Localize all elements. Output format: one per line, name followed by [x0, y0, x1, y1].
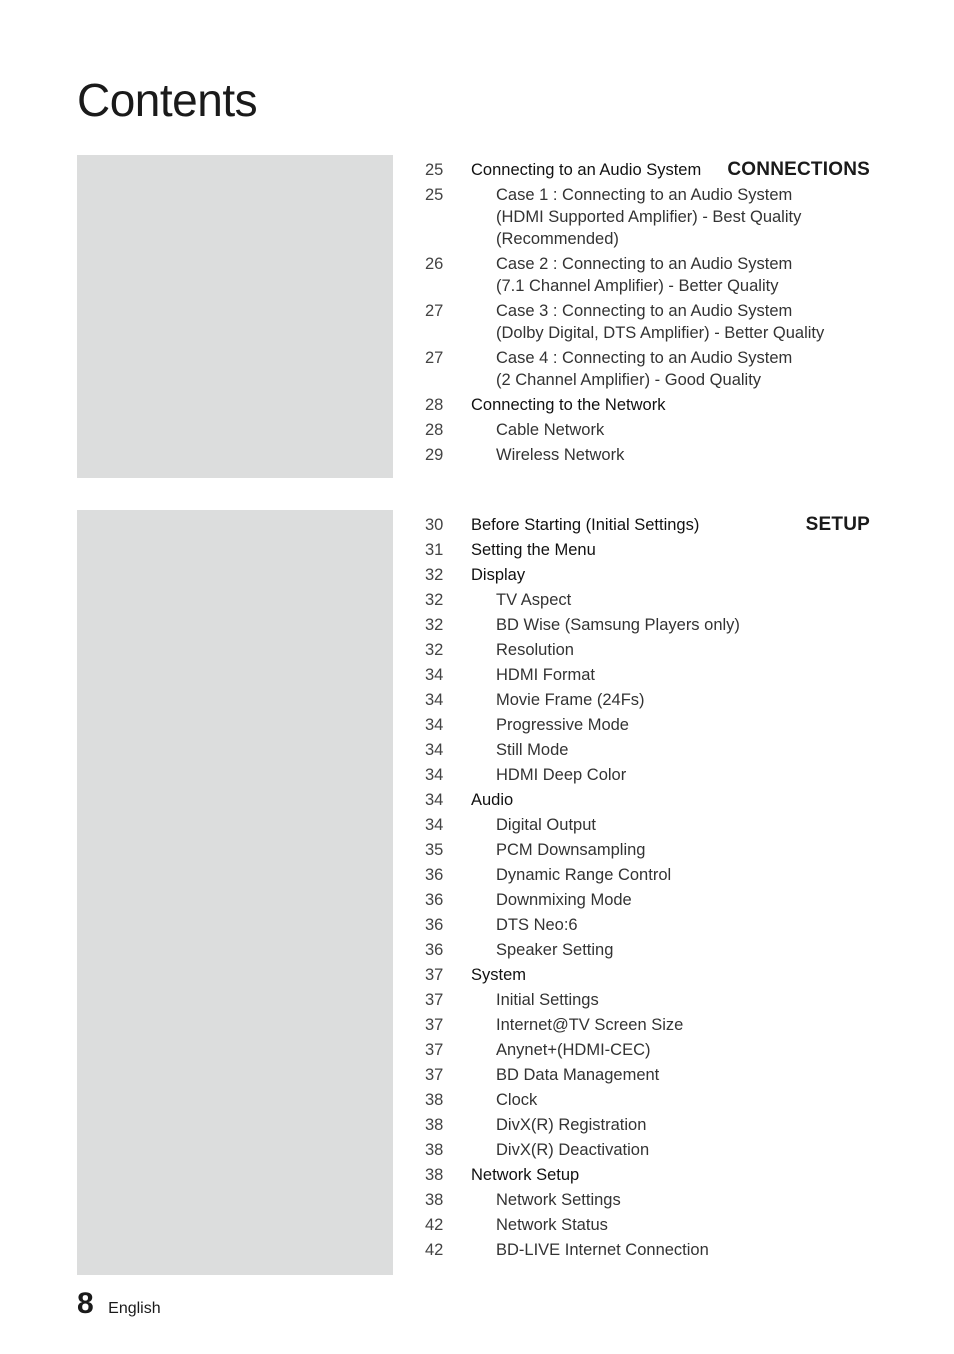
toc-entry-line: (Dolby Digital, DTS Amplifier) - Better Quality [496, 324, 825, 342]
toc-entry[interactable] [407, 789, 887, 811]
toc-entry-line: Initial Settings [496, 991, 599, 1009]
toc-page-number: 42 [425, 1216, 444, 1234]
toc-entry-line: Network Settings [496, 1191, 621, 1209]
toc-entry[interactable] [407, 964, 887, 986]
toc-entry[interactable] [407, 1139, 887, 1161]
toc-entry-text [496, 764, 887, 786]
toc-entry[interactable] [407, 814, 887, 836]
toc-page-number: 26 [425, 255, 444, 273]
toc-entry-text [496, 1089, 887, 1111]
toc-entry[interactable] [407, 253, 887, 297]
toc-entry[interactable] [407, 614, 887, 636]
toc-page-number: 25 [425, 186, 444, 204]
toc-entry-text [496, 864, 887, 886]
toc-entry-text [496, 1064, 887, 1086]
toc-entry-line: Resolution [496, 641, 574, 659]
language-label: English [108, 1300, 161, 1317]
toc-entry-text [496, 639, 887, 661]
section-label: SETUP [805, 514, 870, 535]
toc-page-number: 25 [425, 161, 444, 179]
toc-entry[interactable] [407, 739, 887, 761]
toc-entry-text [496, 1114, 887, 1136]
toc-entry-text [496, 889, 887, 911]
toc-entry-line: Cable Network [496, 421, 605, 439]
toc-entry[interactable] [407, 539, 887, 561]
toc-entry-text [496, 1189, 887, 1211]
toc-entry-line: HDMI Deep Color [496, 766, 627, 784]
toc-page-number: 34 [425, 666, 444, 684]
toc-page-number: 37 [425, 1041, 444, 1059]
toc-entry-line: Case 4 : Connecting to an Audio System [496, 349, 793, 367]
toc-entry-text [471, 394, 887, 416]
toc-entry[interactable] [407, 514, 887, 536]
toc-page-number: 27 [425, 302, 444, 320]
toc-entry-text [496, 1014, 887, 1036]
toc-entry[interactable] [407, 764, 887, 786]
toc-entry-text [496, 1139, 887, 1161]
toc-page-number: 34 [425, 691, 444, 709]
toc-entry-line: BD-LIVE Internet Connection [496, 1241, 709, 1259]
section-sidebar-box [77, 510, 393, 1275]
toc-entry[interactable] [407, 864, 887, 886]
toc-page-number: 27 [425, 349, 444, 367]
toc-page-number: 37 [425, 1066, 444, 1084]
toc-entry[interactable] [407, 689, 887, 711]
toc-page-number: 36 [425, 866, 444, 884]
toc-page-number: 32 [425, 566, 444, 584]
toc-entry-line: DTS Neo:6 [496, 916, 578, 934]
toc-entry[interactable] [407, 1014, 887, 1036]
toc-entry-line: Audio [471, 791, 514, 809]
toc-entry-line: BD Wise (Samsung Players only) [496, 616, 740, 634]
toc-entry[interactable] [407, 564, 887, 586]
toc-entry[interactable] [407, 1239, 887, 1261]
toc-page-number: 34 [425, 716, 444, 734]
toc-entry[interactable] [407, 300, 887, 344]
toc-entry-line: Setting the Menu [471, 541, 596, 559]
toc-entry[interactable] [407, 889, 887, 911]
toc-entry[interactable] [407, 914, 887, 936]
toc-page-number: 37 [425, 1016, 444, 1034]
toc-entry-line: Dynamic Range Control [496, 866, 672, 884]
toc-page-number: 35 [425, 841, 444, 859]
toc-entry-text [496, 1239, 887, 1261]
toc-entry-text [496, 839, 887, 861]
toc-page-number: 36 [425, 916, 444, 934]
toc-page-number: 32 [425, 641, 444, 659]
toc-entry-text [496, 300, 887, 344]
toc-page-number: 34 [425, 766, 444, 784]
toc-entry-line: DivX(R) Deactivation [496, 1141, 650, 1159]
toc-entry-line: Anynet+(HDMI-CEC) [496, 1041, 651, 1059]
toc-entry-line: Network Setup [471, 1166, 580, 1184]
toc-page-number: 30 [425, 516, 444, 534]
toc-page-number: 36 [425, 941, 444, 959]
toc-entry-text [496, 1039, 887, 1061]
toc-page-number: 34 [425, 741, 444, 759]
toc-entry[interactable] [407, 989, 887, 1011]
toc-entry-line: Wireless Network [496, 446, 625, 464]
toc-page-number: 34 [425, 816, 444, 834]
toc-entry-line: Connecting to an Audio System [471, 161, 702, 179]
toc-entry[interactable] [407, 184, 887, 250]
toc-entry-text [496, 689, 887, 711]
toc-entry-text [471, 159, 887, 181]
toc-entry-text [496, 739, 887, 761]
toc-entry-text [471, 514, 887, 536]
toc-page-number: 32 [425, 616, 444, 634]
toc-entry-text [496, 939, 887, 961]
toc-entry-line: Case 2 : Connecting to an Audio System [496, 255, 793, 273]
toc-page-number: 42 [425, 1241, 444, 1259]
toc-entry-line: Connecting to the Network [471, 396, 666, 414]
toc-entry-text [496, 989, 887, 1011]
toc-entry-line: (2 Channel Amplifier) - Good Quality [496, 371, 762, 389]
toc-entry[interactable] [407, 1214, 887, 1236]
toc-page-number: 37 [425, 991, 444, 1009]
toc-entry[interactable] [407, 159, 887, 181]
toc-entry[interactable] [407, 639, 887, 661]
toc-entry[interactable] [407, 347, 887, 391]
toc-entry-text [496, 253, 887, 297]
toc-entry[interactable] [407, 589, 887, 611]
toc-entry[interactable] [407, 1189, 887, 1211]
toc-entry-line: TV Aspect [496, 591, 572, 609]
toc-page-number: 32 [425, 591, 444, 609]
toc-page-number: 38 [425, 1141, 444, 1159]
toc-entry-line: Network Status [496, 1216, 608, 1234]
page-title: Contents [77, 74, 258, 126]
toc-page-number: 31 [425, 541, 444, 559]
toc-entry[interactable] [407, 394, 887, 416]
toc-entry[interactable] [407, 1039, 887, 1061]
toc-entry-list [407, 514, 887, 1264]
toc-entry[interactable] [407, 714, 887, 736]
toc-page-number: 38 [425, 1116, 444, 1134]
toc-page-number: 37 [425, 966, 444, 984]
toc-entry[interactable] [407, 939, 887, 961]
toc-entry-line: (7.1 Channel Amplifier) - Better Quality [496, 277, 779, 295]
toc-entry-line: Digital Output [496, 816, 596, 834]
toc-entry-line: Clock [496, 1091, 538, 1109]
toc-entry-text [496, 814, 887, 836]
toc-page-number: 28 [425, 421, 444, 439]
toc-entry-line: PCM Downsampling [496, 841, 646, 859]
toc-entry-text [496, 184, 887, 250]
toc-page-number: 36 [425, 891, 444, 909]
toc-entry[interactable] [407, 419, 887, 441]
toc-entry-line: Downmixing Mode [496, 891, 632, 909]
toc-entry-line: Case 1 : Connecting to an Audio System [496, 186, 793, 204]
toc-entry-text [471, 789, 887, 811]
toc-entry-line: HDMI Format [496, 666, 595, 684]
toc-entry-text [471, 564, 887, 586]
toc-entry-line: Movie Frame (24Fs) [496, 691, 645, 709]
toc-entry-text [496, 444, 887, 466]
toc-entry[interactable] [407, 1114, 887, 1136]
toc-page-number: 38 [425, 1091, 444, 1109]
toc-entry[interactable] [407, 444, 887, 466]
page-number: 8 [77, 1287, 94, 1320]
toc-entry-text [496, 664, 887, 686]
toc-entry-text [496, 347, 887, 391]
toc-entry-line: (HDMI Supported Amplifier) - Best Quality [496, 208, 802, 226]
toc-entry[interactable] [407, 1064, 887, 1086]
toc-page-number: 38 [425, 1166, 444, 1184]
toc-page-number: 28 [425, 396, 444, 414]
toc-entry-text [471, 964, 887, 986]
toc-entry-text [496, 914, 887, 936]
toc-entry-line: Progressive Mode [496, 716, 629, 734]
toc-page-number: 34 [425, 791, 444, 809]
toc-entry-line: DivX(R) Registration [496, 1116, 647, 1134]
page-footer [77, 1287, 161, 1321]
toc-page-number: 29 [425, 446, 444, 464]
toc-entry-text [496, 1214, 887, 1236]
toc-entry-text [496, 614, 887, 636]
toc-entry[interactable] [407, 1089, 887, 1111]
section-label: CONNECTIONS [727, 159, 870, 180]
toc-entry-line: System [471, 966, 527, 984]
toc-entry-line: Still Mode [496, 741, 569, 759]
toc-entry-line: Before Starting (Initial Settings) [471, 516, 700, 534]
toc-entry[interactable] [407, 1164, 887, 1186]
toc-entry-line: Internet@TV Screen Size [496, 1016, 684, 1034]
toc-entry[interactable] [407, 839, 887, 861]
toc-entry-text [471, 539, 887, 561]
toc-page-number: 38 [425, 1191, 444, 1209]
toc-entry[interactable] [407, 664, 887, 686]
toc-entry-line: (Recommended) [496, 230, 619, 248]
toc-entry-text [496, 589, 887, 611]
toc-entry-line: Display [471, 566, 526, 584]
toc-entry-text [496, 714, 887, 736]
toc-entry-line: BD Data Management [496, 1066, 660, 1084]
section-sidebar-box [77, 155, 393, 478]
toc-entry-line: Speaker Setting [496, 941, 614, 959]
toc-entry-text [471, 1164, 887, 1186]
toc-entry-line: Case 3 : Connecting to an Audio System [496, 302, 793, 320]
toc-entry-text [496, 419, 887, 441]
toc-entry-list [407, 159, 887, 469]
